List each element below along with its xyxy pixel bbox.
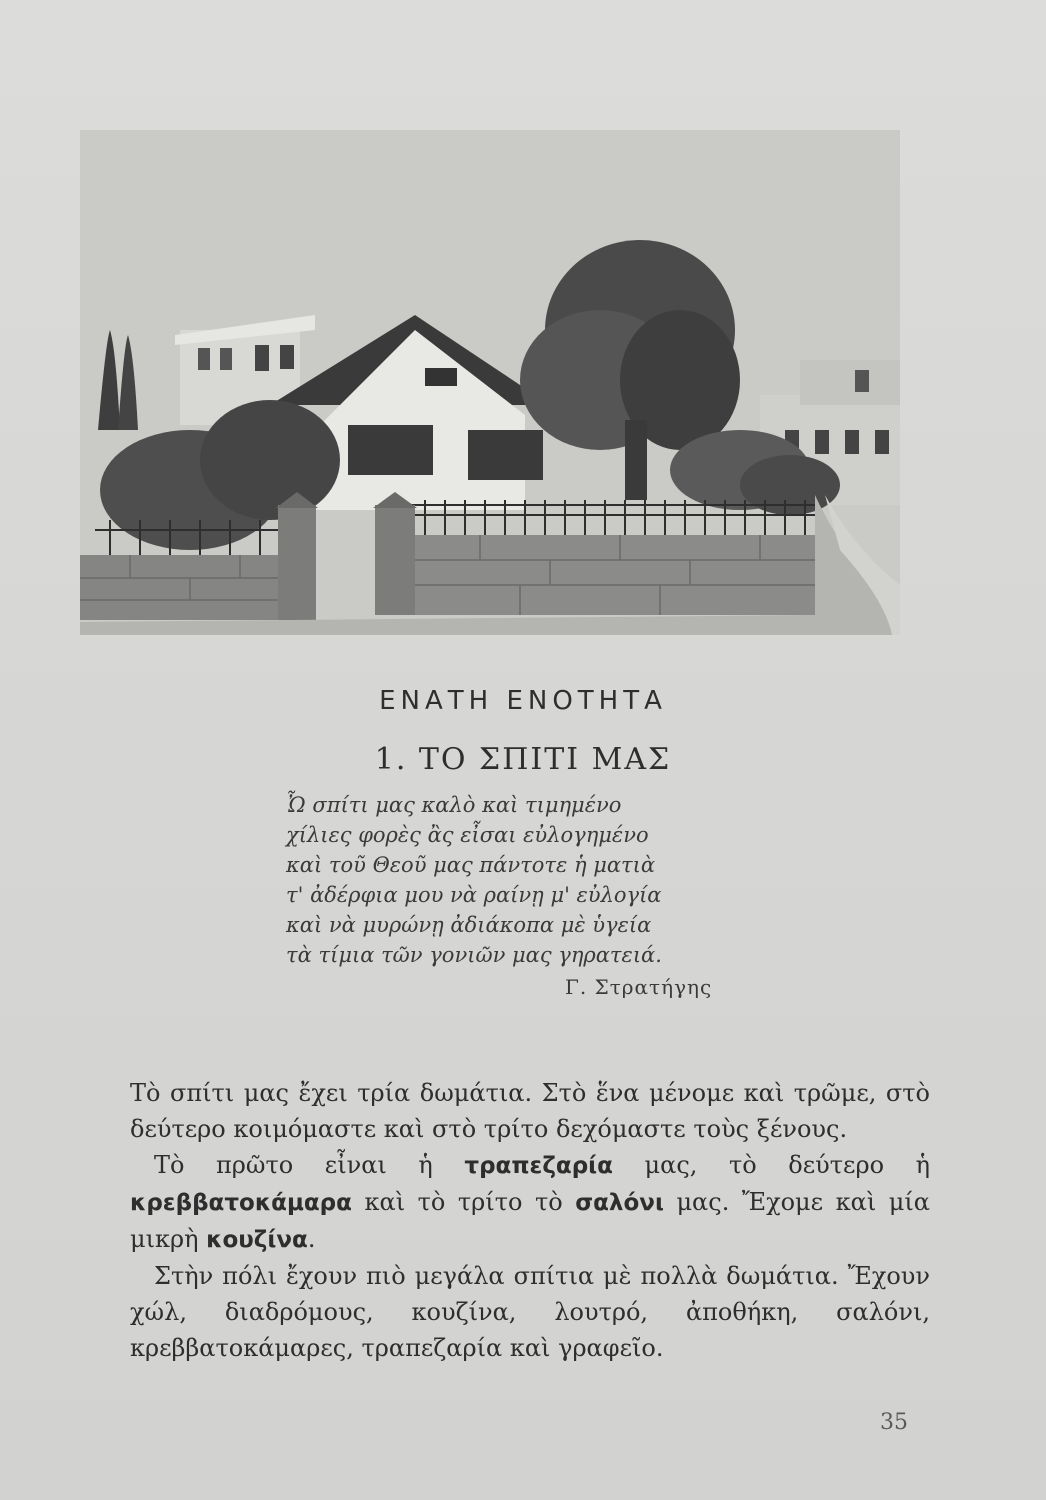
prose-text [130, 1075, 930, 1366]
text-run: μας. Ἔχομε καὶ μία μικρὴ [130, 1188, 930, 1253]
poem-title: 1. ΤΟ ΣΠΙΤΙ ΜΑΣ [374, 742, 672, 777]
keyword-living-room: σαλόνι [575, 1190, 664, 1216]
house-illustration [80, 130, 900, 635]
poem-line: τὰ τίμια τῶν γονιῶν μας γηρατειά. [286, 943, 662, 967]
poem-author: Γ. Στρατήγης [565, 975, 713, 999]
poem-body [286, 790, 806, 970]
text-run: μας, τὸ δεύτερο ἡ [612, 1151, 930, 1179]
poem-line: χίλιες φορὲς ἂς εἶσαι εὐλογημένο [286, 823, 649, 847]
paragraph-3: Στὴν πόλι ἔχουν πιὸ μεγάλα σπίτια μὲ πολλὰ δωμάτια. Ἔχουν χώλ, διαδρόμους, κουζίνα, λουτρό, ἀποθήκη, σαλόνι, κρεββατοκάμαρες, τραπεζαρία καὶ γραφεῖο. [130, 1262, 930, 1362]
keyword-kitchen: κουζίνα [206, 1227, 308, 1253]
poem-line: Ὦ σπίτι μας καλὸ καὶ τιμημένο [286, 793, 622, 817]
text-run: . [307, 1225, 316, 1253]
paragraph-2 [130, 1147, 930, 1258]
keyword-dining-room: τραπεζαρία [464, 1153, 613, 1179]
keyword-bedroom: κρεββατοκάμαρα [130, 1190, 352, 1216]
paragraph-1: Τὸ σπίτι μας ἔχει τρία δωμάτια. Στὸ ἕνα μένομε καὶ τρῶμε, στὸ δεύτερο κοιμόμαστε καὶ στὸ τρίτο δεχόμαστε τοὺς ξένους. [130, 1079, 930, 1143]
poem-line: τ' ἀδέρφια μου νὰ ραίνῃ μ' εὐλογία [286, 883, 662, 907]
text-run: Τὸ πρῶτο εἶναι ἡ [154, 1151, 465, 1179]
section-heading: ΕΝΑΤΗ ΕΝΟΤΗΤΑ [379, 686, 667, 716]
poem-line: καὶ νὰ μυρώνῃ ἀδιάκοπα μὲ ὑγεία [286, 913, 652, 937]
poem-line: καὶ τοῦ Θεοῦ μας πάντοτε ἡ ματιὰ [286, 853, 656, 877]
page-number: 35 [880, 1410, 908, 1435]
text-run: καὶ τὸ τρίτο τὸ [351, 1188, 576, 1216]
